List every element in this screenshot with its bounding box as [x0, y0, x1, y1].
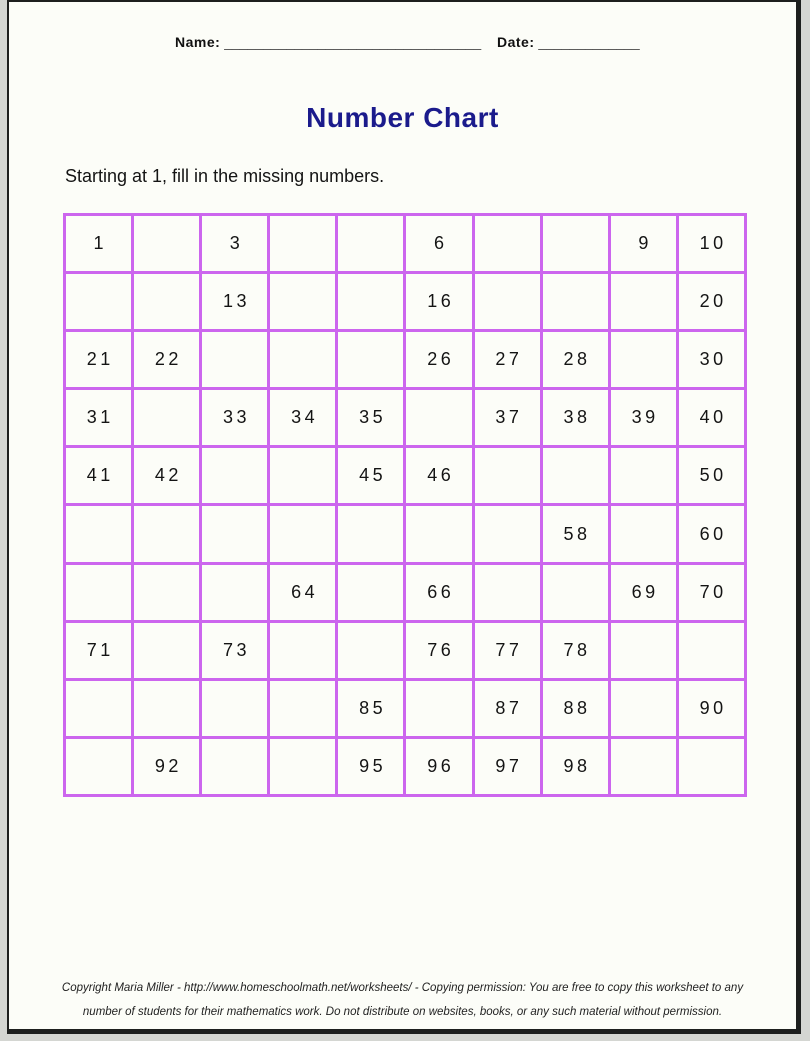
- grid-cell-filled: 27: [475, 332, 540, 387]
- grid-cell-blank[interactable]: [611, 506, 676, 561]
- grid-cell-filled: 33: [202, 390, 267, 445]
- grid-cell-blank[interactable]: [475, 565, 540, 620]
- grid-cell-filled: 28: [543, 332, 608, 387]
- grid-cell-filled: 60: [679, 506, 744, 561]
- grid-cell-blank[interactable]: [134, 274, 199, 329]
- grid-cell-filled: 66: [406, 565, 471, 620]
- grid-cell-blank[interactable]: [475, 506, 540, 561]
- grid-cell-blank[interactable]: [134, 390, 199, 445]
- grid-cell-blank[interactable]: [270, 623, 335, 678]
- grid-cell-blank[interactable]: [270, 506, 335, 561]
- grid-cell-blank[interactable]: [66, 506, 131, 561]
- grid-cell-filled: 41: [66, 448, 131, 503]
- grid-cell-filled: 64: [270, 565, 335, 620]
- grid-cell-filled: 21: [66, 332, 131, 387]
- grid-cell-blank[interactable]: [134, 681, 199, 736]
- grid-cell-filled: 22: [134, 332, 199, 387]
- grid-cell-blank[interactable]: [202, 565, 267, 620]
- grid-cell-filled: 46: [406, 448, 471, 503]
- grid-cell-blank[interactable]: [611, 681, 676, 736]
- grid-cell-filled: 39: [611, 390, 676, 445]
- grid-cell-filled: 37: [475, 390, 540, 445]
- grid-cell-blank[interactable]: [543, 448, 608, 503]
- grid-cell-filled: 77: [475, 623, 540, 678]
- grid-cell-filled: 34: [270, 390, 335, 445]
- grid-cell-blank[interactable]: [338, 332, 403, 387]
- grid-cell-blank[interactable]: [543, 216, 608, 271]
- grid-cell-blank[interactable]: [679, 739, 744, 794]
- grid-cell-filled: 31: [66, 390, 131, 445]
- date-label: Date:: [497, 34, 535, 50]
- grid-cell-filled: 3: [202, 216, 267, 271]
- grid-cell-filled: 96: [406, 739, 471, 794]
- grid-cell-blank[interactable]: [270, 681, 335, 736]
- name-block: [175, 34, 481, 50]
- grid-cell-filled: 87: [475, 681, 540, 736]
- grid-cell-filled: 70: [679, 565, 744, 620]
- grid-cell-blank[interactable]: [611, 448, 676, 503]
- grid-cell-filled: 40: [679, 390, 744, 445]
- page-title: Number Chart: [306, 102, 499, 133]
- grid-cell-filled: 20: [679, 274, 744, 329]
- grid-cell-filled: 50: [679, 448, 744, 503]
- grid-cell-blank[interactable]: [270, 332, 335, 387]
- date-block: [497, 34, 640, 50]
- number-grid: [63, 213, 747, 797]
- grid-cell-blank[interactable]: [202, 506, 267, 561]
- grid-cell-blank[interactable]: [66, 274, 131, 329]
- grid-cell-blank[interactable]: [202, 739, 267, 794]
- grid-cell-filled: 97: [475, 739, 540, 794]
- grid-cell-filled: 88: [543, 681, 608, 736]
- grid-cell-filled: 16: [406, 274, 471, 329]
- grid-cell-blank[interactable]: [475, 448, 540, 503]
- grid-cell-blank[interactable]: [134, 565, 199, 620]
- grid-cell-filled: 10: [679, 216, 744, 271]
- copyright-footer: [9, 976, 796, 1024]
- footer-line-2: number of students for their mathematics work. Do not distribute on websites, books, or any such material without permission.: [82, 1006, 723, 1018]
- grid-cell-blank[interactable]: [338, 565, 403, 620]
- grid-cell-filled: 42: [134, 448, 199, 503]
- name-label: Name:: [175, 34, 221, 50]
- grid-cell-filled: 76: [406, 623, 471, 678]
- grid-cell-blank[interactable]: [66, 681, 131, 736]
- grid-cell-filled: 30: [679, 332, 744, 387]
- grid-cell-blank[interactable]: [406, 506, 471, 561]
- date-fill-line[interactable]: _____________: [538, 34, 640, 50]
- grid-cell-blank[interactable]: [338, 506, 403, 561]
- grid-cell-blank[interactable]: [611, 739, 676, 794]
- grid-cell-filled: 95: [338, 739, 403, 794]
- grid-cell-blank[interactable]: [270, 274, 335, 329]
- grid-cell-blank[interactable]: [338, 216, 403, 271]
- grid-cell-filled: 73: [202, 623, 267, 678]
- footer-line-1: Copyright Maria Miller - http://www.homeschoolmath.net/worksheets/ - Copying permission: You are free to copy this worksheet to any: [61, 982, 744, 994]
- grid-cell-blank[interactable]: [338, 274, 403, 329]
- grid-cell-filled: 1: [66, 216, 131, 271]
- grid-cell-filled: 71: [66, 623, 131, 678]
- grid-cell-filled: 26: [406, 332, 471, 387]
- grid-cell-filled: 98: [543, 739, 608, 794]
- grid-cell-filled: 6: [406, 216, 471, 271]
- worksheet-page: [7, 0, 801, 1034]
- grid-cell-filled: 38: [543, 390, 608, 445]
- grid-cell-blank[interactable]: [406, 681, 471, 736]
- grid-cell-blank[interactable]: [543, 274, 608, 329]
- grid-cell-filled: 13: [202, 274, 267, 329]
- grid-cell-blank[interactable]: [202, 332, 267, 387]
- grid-cell-blank[interactable]: [66, 565, 131, 620]
- grid-cell-blank[interactable]: [270, 216, 335, 271]
- grid-cell-blank[interactable]: [611, 623, 676, 678]
- grid-cell-blank[interactable]: [611, 332, 676, 387]
- grid-cell-filled: 69: [611, 565, 676, 620]
- grid-cell-blank[interactable]: [475, 274, 540, 329]
- grid-cell-blank[interactable]: [679, 623, 744, 678]
- grid-cell-blank[interactable]: [270, 448, 335, 503]
- grid-cell-blank[interactable]: [475, 216, 540, 271]
- grid-cell-blank[interactable]: [202, 681, 267, 736]
- grid-cell-filled: 35: [338, 390, 403, 445]
- grid-cell-blank[interactable]: [134, 623, 199, 678]
- grid-cell-filled: 58: [543, 506, 608, 561]
- grid-cell-blank[interactable]: [338, 623, 403, 678]
- grid-cell-blank[interactable]: [66, 739, 131, 794]
- grid-cell-blank[interactable]: [611, 274, 676, 329]
- grid-cell-filled: 9: [611, 216, 676, 271]
- grid-cell-filled: 45: [338, 448, 403, 503]
- grid-cell-blank[interactable]: [134, 506, 199, 561]
- instruction-text: Starting at 1, fill in the missing numbers.: [65, 166, 385, 186]
- grid-cell-filled: 85: [338, 681, 403, 736]
- grid-cell-blank[interactable]: [406, 390, 471, 445]
- grid-cell-blank[interactable]: [202, 448, 267, 503]
- grid-cell-filled: 78: [543, 623, 608, 678]
- grid-cell-blank[interactable]: [134, 216, 199, 271]
- grid-cell-filled: 90: [679, 681, 744, 736]
- grid-cell-blank[interactable]: [270, 739, 335, 794]
- grid-cell-blank[interactable]: [543, 565, 608, 620]
- grid-cell-filled: 92: [134, 739, 199, 794]
- name-fill-line[interactable]: _________________________________: [224, 34, 482, 50]
